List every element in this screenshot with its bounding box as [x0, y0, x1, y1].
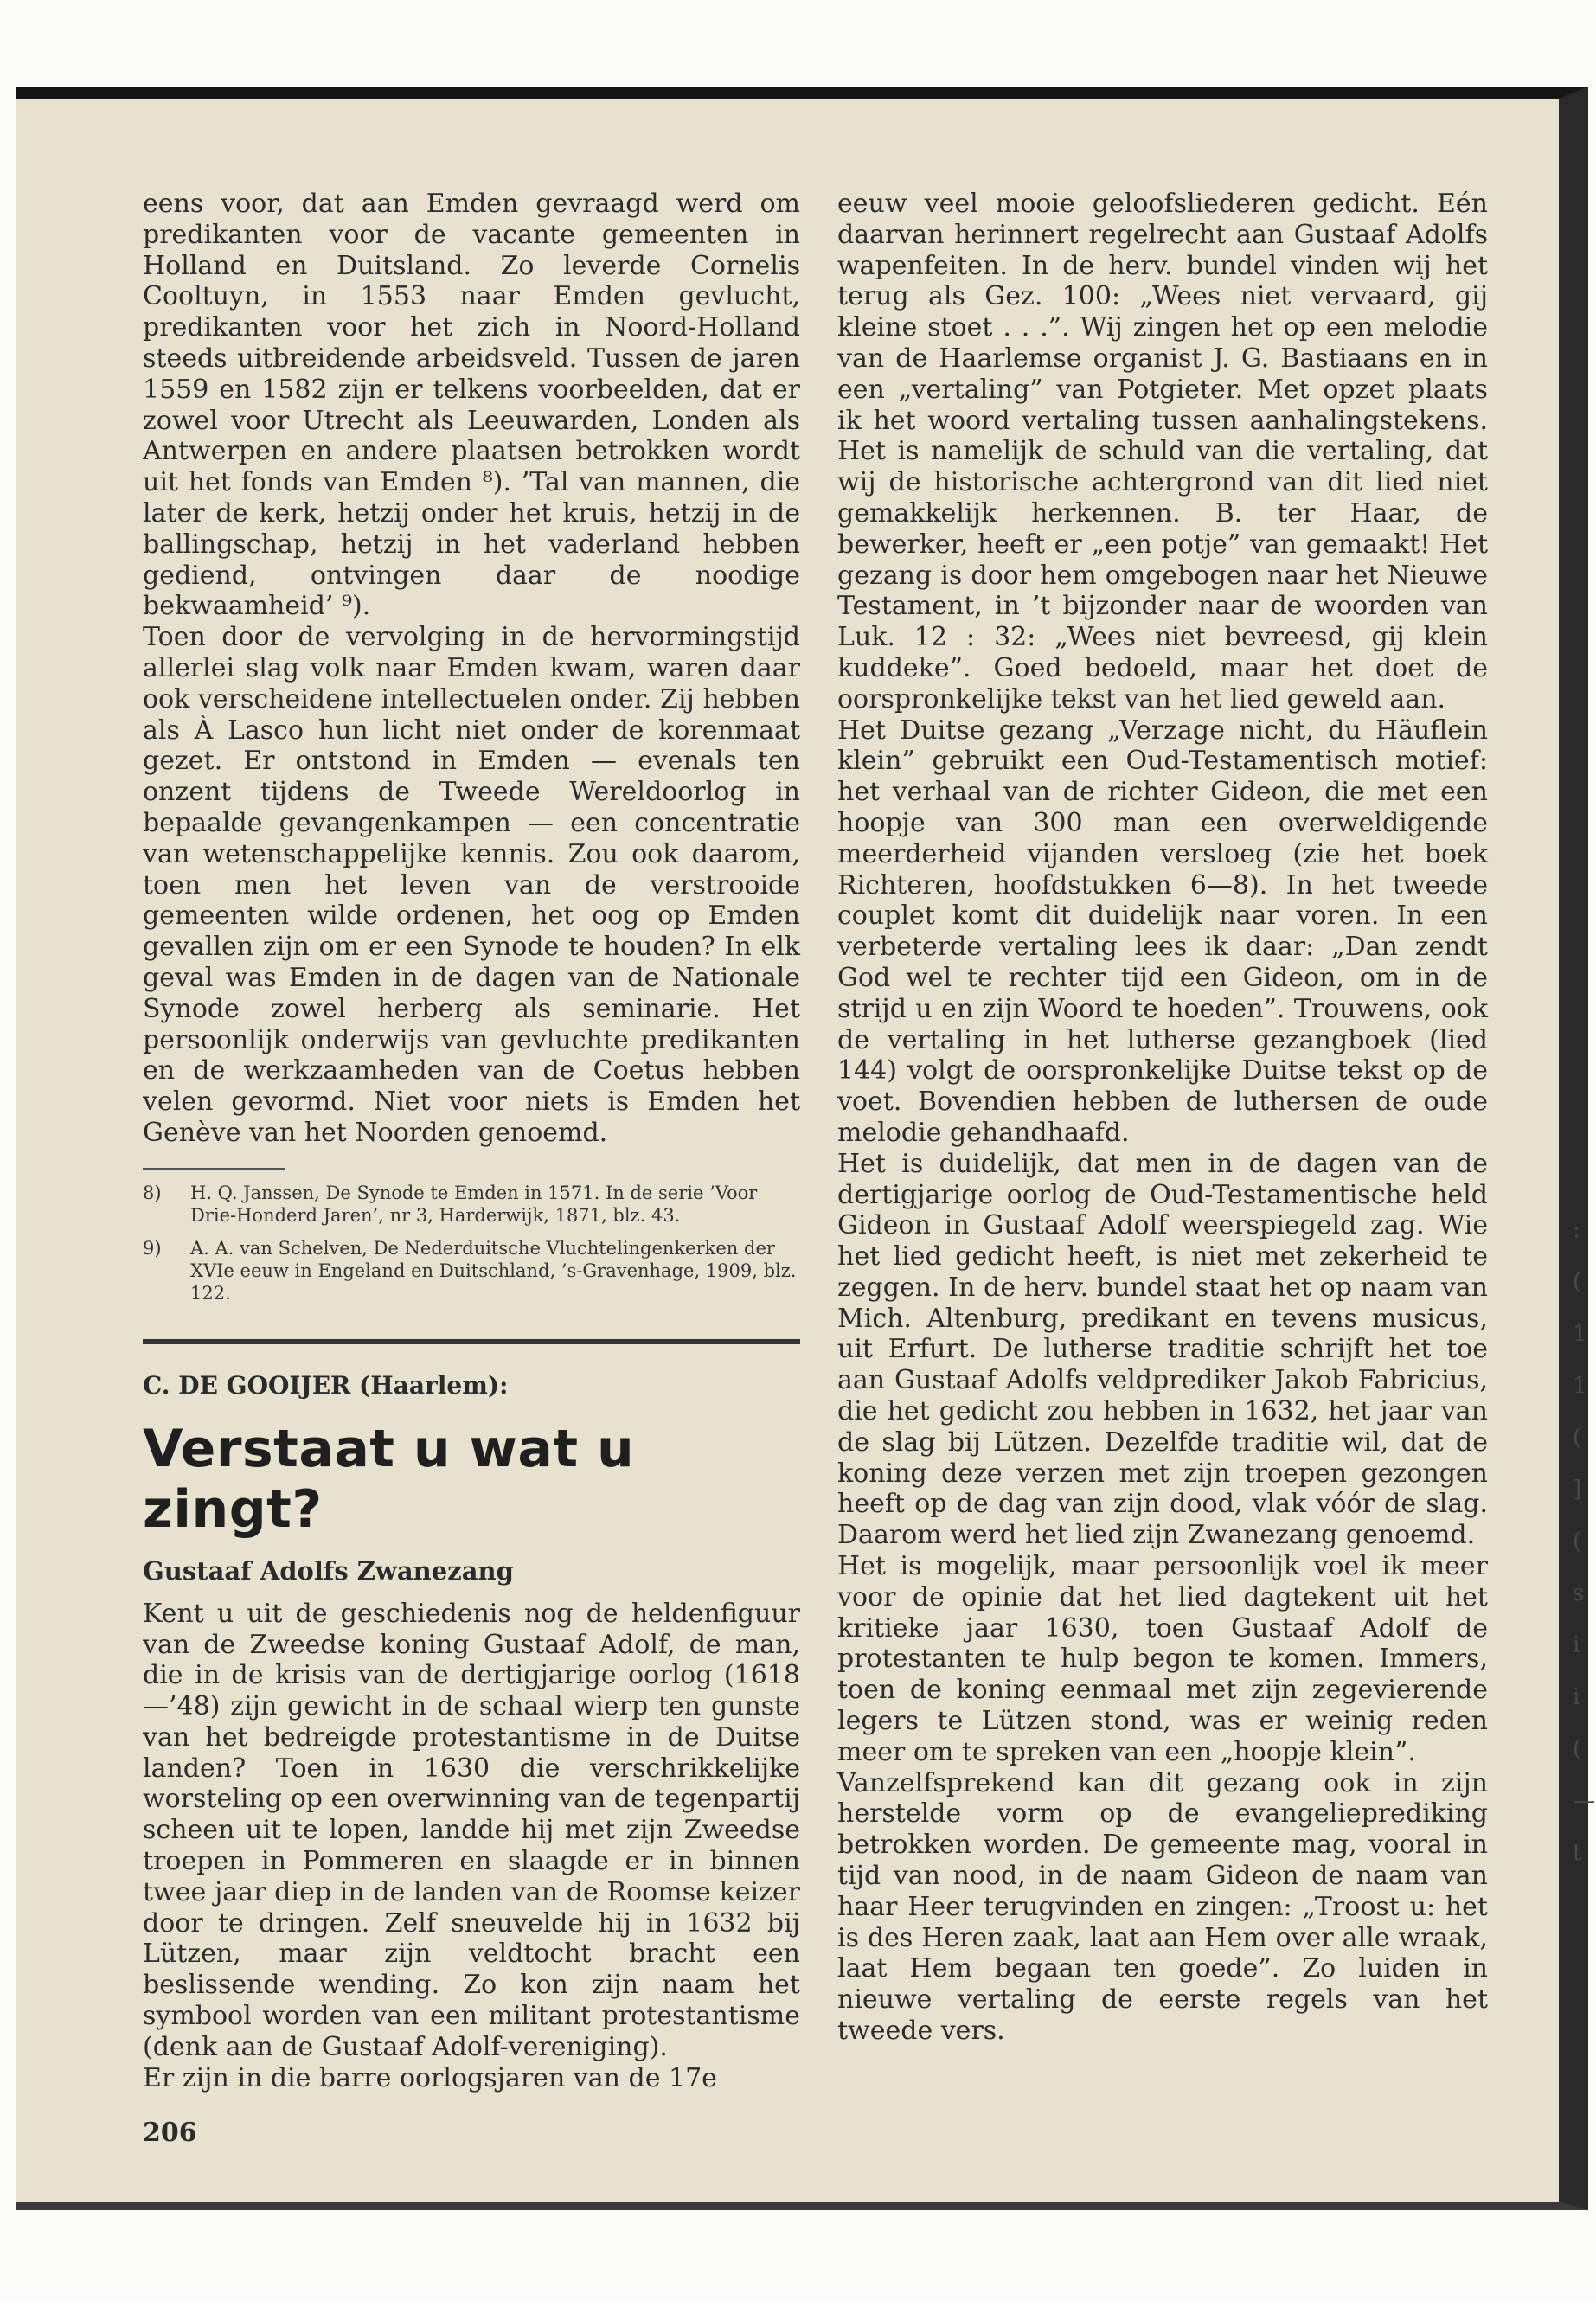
article-paragraph-1: Kent u uit de geschiedenis nog de heldenfiguur van de Zweedse koning Gustaaf Adolf, de man, die in de krisis van de dertigjarige oorlog (1618—’48) zijn gewicht in de schaal wierp ten gunste van het bedreigde protestantisme in de Duitse landen? Toen in 1630 die verschrikkelijke worsteling op een overwinning van de tegenpartij scheen uit te lopen, landde hij met zijn Zweedse troepen in Pommeren en slaagde er in binnen twee jaar diep in de landen van de Roomse keizer door te dringen. Zelf sneuvelde hij in 1632 bij Lützen, maar zijn veldtocht bracht een beslissende wending. Zo kon zijn naam het symbool worden van een militant protestantisme (denk aan de Gustaaf Adolf-vereniging). [143, 1598, 800, 2062]
article-author: C. DE GOOIJER (Haarlem): [143, 1370, 509, 1400]
right-paragraph-4: Het is mogelijk, maar persoonlijk voel ik meer voor de opinie dat het lied dagtekent uit het kritieke jaar 1630, toen Gustaaf Adolf de protestanten te hulp begon te komen. Immers, toen de koning eenmaal met zijn zegevierende legers te Lützen stond, was er weinig reden meer om te spreken van een „hoopje klein”. [837, 1551, 1488, 1767]
margin-fragment-glyph: 1 [1573, 1321, 1587, 1347]
footnote-divider [143, 1168, 285, 1170]
continuation-paragraph-1: eens voor, dat aan Emden gevraagd werd om predikanten voor de vacante gemeenten in Holland en Duitsland. Zo leverde Cornelis Cooltuyn, in 1553 naar Emden gevlucht, predikanten voor het zich in Noord-Holland steeds uitbreidende arbeidsveld. Tussen de jaren 1559 en 1582 zijn er telkens voorbeelden, dat er zowel voor Utrecht als Leeuwarden, Londen als Antwerpen en andere plaatsen betrokken wordt uit het fonds van Emden ⁸). ’Tal van mannen, die later de kerk, hetzij onder het kruis, hetzij in de ballingschap, hetzij in het vaderland hebben gediend, ontvingen daar de noodige bekwaamheid’ ⁹). [143, 189, 800, 622]
margin-fragment-glyph: ( [1573, 1425, 1582, 1451]
footnote-number: 9) [143, 1237, 162, 1259]
margin-fragment-glyph: — [1573, 1788, 1595, 1814]
article-divider [143, 1339, 800, 1344]
footnote-9 [143, 1237, 800, 1304]
article-title: Verstaat u wat u zingt? [143, 1418, 635, 1540]
margin-fragment-glyph: s [1573, 1580, 1585, 1606]
margin-fragment-glyph: ] [1573, 1477, 1582, 1503]
right-paragraph-3: Het is duidelijk, dat men in de dagen van de dertigjarige oorlog de Oud-Testamentische held Gideon in Gustaaf Adolf weerspiegeld zag. Wie het lied gedicht heeft, is niet met zekerheid te zeggen. In de herv. bundel staat het op naam van Mich. Altenburg, predikant en tevens musicus, uit Erfurt. De lutherse traditie schrijft het toe aan Gustaaf Adolfs veldprediker Jakob Fabricius, die het gedicht zou hebben in 1632, het jaar van de slag bij Lützen. Dezelfde traditie wil, dat de koning deze verzen met zijn troepen gezongen heeft op de dag van zijn dood, vlak vóór de slag. Daarom werd het lied zijn Zwanezang genoemd. [837, 1148, 1488, 1551]
right-column [837, 189, 1488, 2047]
page-number: 206 [143, 2118, 197, 2148]
margin-fragment-glyph: i [1573, 1684, 1580, 1710]
right-paragraph-1: eeuw veel mooie geloofsliederen gedicht. Eén daarvan herinnert regelrecht aan Gustaaf Adolfs wapenfeiten. In de herv. bundel vinden wij het terug als Gez. 100: „Wees niet vervaard, gij kleine stoet . . .”. Wij zingen het op een melodie van de Haarlemse organist J. G. Bastiaans en in een „vertaling” van Potgieter. Met opzet plaats ik het woord vertaling tussen aanhalingstekens. Het is namelijk de schuld van die vertaling, dat wij de historische achtergrond van dit lied niet gemakkelijk herkennen. B. ter Haar, de bewerker, heeft er „een potje” van gemaakt! Het gezang is door hem omgebogen naar het Nieuwe Testament, in ’t bijzonder naar de woorden van Luk. 12 : 32: „Wees niet bevreesd, gij klein kuddeke”. Goed bedoeld, maar het doet de oorspronkelijke tekst van het lied geweld aan. [837, 189, 1488, 715]
footnote-text: A. A. van Schelven, De Nederduitsche Vluchtelingenkerken der XVIe eeuw in Engeland en Duitschland, ’s-Gravenhage, 1909, blz. 122. [190, 1237, 797, 1304]
footnote-number: 8) [143, 1182, 162, 1203]
left-column [143, 189, 800, 2093]
section-heading: Gustaaf Adolfs Zwanezang [143, 1555, 514, 1586]
margin-fragment-glyph: ( [1573, 1736, 1582, 1762]
margin-fragment-glyph: i [1573, 1632, 1580, 1658]
article-paragraph-2: Er zijn in die barre oorlogsjaren van de 17e [143, 2062, 717, 2093]
footnote-text: H. Q. Janssen, De Synode te Emden in 1571. In de serie ’Voor Drie-Honderd Jaren’, nr 3, Harderwijk, 1871, blz. 43. [190, 1182, 758, 1226]
footnote-8 [143, 1182, 800, 1227]
margin-fragment-glyph: ( [1573, 1269, 1582, 1295]
margin-fragment-glyph: t [1573, 1840, 1582, 1866]
continuation-paragraph-2: Toen door de vervolging in de hervormingstijd allerlei slag volk naar Emden kwam, waren daar ook verscheidene intellectuelen onder. Zij hebben als À Lasco hun licht niet onder de korenmaat gezet. Er ontstond in Emden — evenals ten onzent tijdens de Tweede Wereldoorlog in bepaalde gevangenkampen — een concentratie van wetenschappelijke kennis. Zou ook daarom, toen men het leven van de verstrooide gemeenten wilde ordenen, het oog op Emden gevallen zijn om er een Synode te houden? In elk geval was Emden in de dagen van de Nationale Synode zowel herberg als seminarie. Het persoonlijk onderwijs van gevluchte predikanten en de werkzaamheden van de Coetus hebben velen gevormd. Niet voor niets is Emden het Genève van het Noorden genoemd. [143, 622, 800, 1148]
margin-fragment-glyph: 1 [1573, 1373, 1587, 1399]
right-paragraph-2: Het Duitse gezang „Verzage nicht, du Häuflein klein” gebruikt een Oud-Testamentisch motief: het verhaal van de richter Gideon, die met een hoopje van 300 man een overweldigende meerderheid vijanden versloeg (zie het boek Richteren, hoofdstukken 6—8). In het tweede couplet komt dit duidelijk naar voren. In een verbeterde vertaling lees ik daar: „Dan zendt God wel te rechter tijd een Gideon, om in de strijd u en zijn Woord te hoeden”. Trouwens, ook de vertaling in het lutherse gezangboek (lied 144) volgt de oorspronkelijke Duitse tekst op de voet. Bovendien hebben de luthersen de oude melodie gehandhaafd. [837, 715, 1488, 1148]
next-page-edge-fragment [1573, 102, 1595, 2195]
margin-fragment-glyph: ( [1573, 1529, 1582, 1554]
right-paragraph-5: Vanzelfsprekend kan dit gezang ook in zijn herstelde vorm op de evangelieprediking betrokken worden. De gemeente mag, vooral in tijd van nood, in de naam Gideon de naam van haar Heer terugvinden en zingen: „Troost u: het is des Heren zaak, laat aan Hem over alle wraak, laat Hem begaan ten goede”. Zo luiden in nieuwe vertaling de eerste regels van het tweede vers. [837, 1767, 1488, 2047]
margin-fragment-glyph: : [1573, 1217, 1580, 1243]
